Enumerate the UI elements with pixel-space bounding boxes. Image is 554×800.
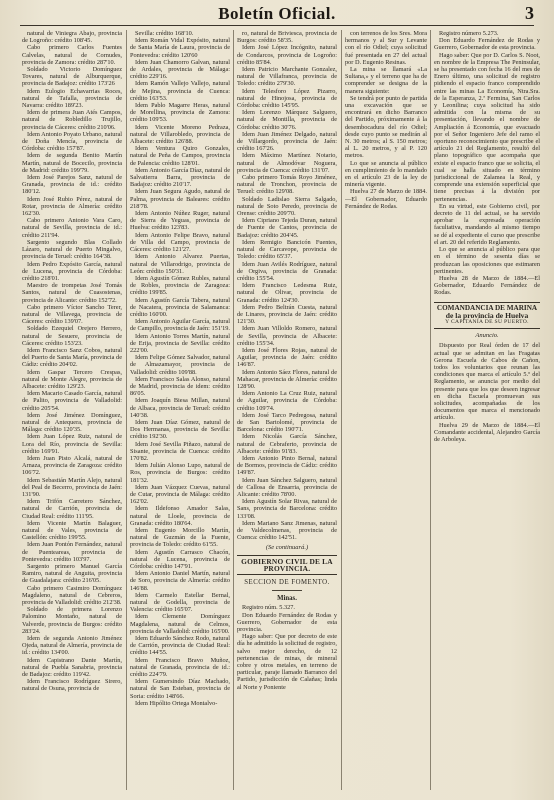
paragraph: Sevilla: crédito 168'10.: [135, 30, 194, 37]
paragraph: Idem Juan Díaz Gómez, natural de Dos Hermanas, provincia de Sevilla: crédito 192'30.: [130, 418, 230, 441]
paragraph: Idem Gumersindo Díaz Machado, natural de San Esteban, provincia de Soria: crédito 148'66.: [130, 678, 230, 700]
paragraph: Soldado de primera Lorenzo Palomino Montaño, natural de Valverde, provincia de Burgos: crédito 283'24.: [22, 606, 122, 635]
paragraph: Idem Ildefonso Amador Salas, natural de Lloele, provincia de Granada: crédito 180'64.: [130, 505, 230, 527]
column-3-entries: [237, 30, 337, 541]
paragraph: Idem Trifón Carretero Sánchez, natural de Carrión, provincia de Ciudad Real: crédito 111'95.: [22, 498, 122, 520]
paragraph: Idem Juan Jiménez Delgado, natural de Villargordo, provincia de Jaén: crédito 167'26.: [237, 130, 337, 153]
paragraph: Idem Antonio Núñez Ruger, natural de Sierra de Yeguas, provincia de Huelva: crédito 123'83.: [130, 210, 230, 232]
paragraph: Registro núm. 5.327.: [242, 604, 295, 612]
paragraph: Idem Vicente Moreno Pedraza, natural de Villarobledo, provincia de Albacete: crédito 126'88.: [130, 123, 230, 146]
page-number: 3: [525, 3, 534, 23]
paragraph: Idem Julián Alonso Lupo, natural de Ros, provincia de Burgos: crédito 181'32.: [130, 462, 230, 484]
seccion-fomento-heading: SECCION DE FOMENTO.: [244, 579, 330, 587]
comandancia-heading: [434, 302, 540, 330]
paragraph: Lo que se anuncia al público para que en el término de sesenta días se produzcan las oposiciones que estimaren pertinentes.: [434, 246, 540, 275]
paragraph: Idem Juan Chamorro Galvan, natural de Ardales, provincia de Málaga: crédito 229'16.: [130, 58, 230, 81]
paragraph: Idem Nicolás García Sánchez, natural de Cebraferto, provincia de Albacete: crédito 91'83.: [237, 433, 337, 455]
column-2: [130, 30, 230, 707]
anuncio-text: [434, 342, 540, 443]
minas-heading: Minas.: [277, 595, 297, 603]
paragraph: Idem Juan Pisto Alcalá, natural de Arnaza, provincia de Zaragoza: crédito 106'72.: [22, 454, 122, 477]
paragraph: Sargento primero Manuel García Ramiro, natural de Anguita, provincia de Guadalajara: crédito 216'05.: [22, 563, 122, 585]
paragraph: Idem Juan Avilés Rodríguez, natural de Orgiva, provincia de Granada: crédito 155'54.: [237, 260, 337, 282]
paragraph: Hago saber: Que por decreto de este día he admitido la solicitud de registro, salvo mejor derecho, de 12 pertenencias de minas, de mineral cobre y otros metales, en terreno de particular, paraje llamado Barranco del Partido, jurisdicción de Calañas; linda al Norte y Poniente: [237, 633, 337, 691]
paragraph: Idem Carmelo Estellar Bernal, natural de Godella, provincia de Valencia: crédito 165'07.: [130, 591, 230, 614]
paragraph: Idem Clemente Domínguez Magdalena, natural de Celmos, provincia de Valladolid: crédito 165'00.: [130, 613, 230, 635]
anuncio-heading: Anuncio.: [475, 332, 499, 340]
paragraph: Idem Antonio Aguilar García, natural de Campillo, provincia de Jaén: 151'19.: [130, 318, 230, 333]
paragraph: Idem Capistrano Dante Martín, natural de Puebla Sanabria, provincia de Badajoz: crédito 119'42.: [22, 656, 122, 679]
paragraph: Idem Juan Segura Agudo, natural de Palma, provincia de Baleares: crédito 218'78.: [130, 188, 230, 210]
paragraph: Idem Felipe Gómez Salvador, natural de Almazamayor, provincia de Valladolid: crédito 109'88.: [130, 354, 230, 376]
paragraph: Idem de segunda Antonio Jiménez Ojeda, natural de Almería, provincia de id.: crédito 134'00.: [22, 635, 122, 657]
paragraph: Idem Agustín García Tabera, natural de Nacatera, provincia de Salamanca: crédito 160'00.: [130, 296, 230, 318]
paragraph: Idem Eduardo Sánchez Rodo, natural de Carrión, provincia de Ciudad Real: crédito 144'55.: [130, 635, 230, 657]
paragraph: Idem Pedro Expósito García, natural de Lucena, provincia de Córdoba: crédito 218'01.: [22, 260, 122, 282]
column-5: [434, 30, 540, 443]
paragraph: Idem Juan Vázquez Cuevas, natural de Cutar, provincia de Málaga: crédito 162'02.: [130, 483, 230, 506]
notice-registro-5273: [434, 30, 540, 297]
paragraph: Registro número 5.273.: [439, 30, 499, 37]
paragraph: Dispuesto por Real órden de 17 del actual que se admitan en las Fragatas Gerona Escuela de Cabos de Cañon, todos los voluntarios que reunan las condiciones que marca el artículo 5.º del Reglamento, se anuncia por medio del presente para que los que deseen ingresar en dicha Escuela promuevan sus solicitudes, acompañadas de los documentos que marca el mencionado artículo.: [434, 342, 540, 422]
paragraph: Idem Patricio Marchante Gonzalez, natural de Villafranca, provincia de Toledo: crédito 279'30.: [237, 66, 337, 88]
paragraph: Idem Francisco Rodríguez Sirero, natural de Osuna, provincia de: [22, 678, 122, 693]
paragraph: Idem Román Vidal Expósito, natural de Santa María de Laura, provincia de Pontevedra: crédito 120'60: [130, 37, 230, 59]
paragraph: Idem Juan López Ruiz, natural de Lora del Río, provincia de Sevilla: crédito 169'91.: [22, 433, 122, 455]
paragraph: Idem Agustín Solar Rivas, natural de Sans, provincia de Barcelona: crédito 133'08.: [237, 498, 337, 520]
paragraph: Idem Sebastián Martín Alejo, natural del Peal de Becerro, provincia de Jaén: 131'90.: [22, 476, 122, 498]
paragraph: Idem José Parejos Sanz, natural de Granada, provincia de id.: crédito 180'12.: [22, 174, 122, 196]
paragraph: Cabo primero Víctor Sancho Terer, natural de Villavega, provincia de Cáceres: crédito 139'07.: [22, 303, 122, 326]
paragraph: Idem Mariano Sanz Jimenas, natural de Valdecolmenas, provincia de Cuenca: crédito 142'51.: [237, 519, 337, 542]
column-divider: [126, 30, 127, 790]
paragraph: Idem Antonio Sáez Flores, natural de Mahacar, provincia de Almería: crédito 128'90.: [237, 368, 337, 390]
paragraph: Idem Antonio Torres Martín, natural de Erija, provincia de Sevilla: crédito 222'00.: [130, 332, 230, 354]
paragraph: Idem José Rubio Pérez, natural de Rotar, provincia de Almería: crédito 162'30.: [22, 195, 122, 218]
paragraph: Idem José Sevilla Piñazo, natural de Sisante, provincia de Cuenca: crédito 170'82.: [130, 440, 230, 462]
paragraph: Huelva 27 de Marzo de 1884.—El Gobernador, Eduardo Fernández de Rodas.: [345, 188, 427, 210]
paragraph: Soldado Victorio Domínguez Tovares, natural de Alburquerque, provincia de Badajoz: crédito 173'26: [22, 66, 122, 88]
paragraph: Cabo primero Antonio Vara Caro, natural de Sevilla, provincia de id.: crédito 211'94.: [22, 217, 122, 239]
paragraph: Idem Eulogio Echavarrias Roces, natural de Tafalla, provincia de Navarra: crédito 189'23.: [22, 87, 122, 110]
paragraph: Sargento segundo Blas Collado Lázaro, natural de Puerto Mingalvo, provincia de Teruel: crédito 164'38.: [22, 238, 122, 261]
paragraph: Idem Juan Villoldo Romero, natural de Sevilla, provincia de Albacete: crédito 155'34.: [237, 325, 337, 347]
paragraph: Idem Francisco Ledesma Ruiz, natural de Olivar, provincia de Granada: crédito 124'30.: [237, 282, 337, 304]
paragraph: Idem Macario Casado García, natural de Palito, provincia de Valladolid: crédito 205'54.: [22, 390, 122, 412]
paragraph: Soldado Ladislao Sierra Salgado, natural de Soto Peredo, provincia de Orense: crédito 209'70.: [237, 195, 337, 218]
comandancia-line-1: COMANDANCIA DE MARINA: [436, 303, 538, 312]
paragraph: Idem Joaquín Biesa Millan, natural de Albaca, provincia de Teruel: crédito 140'38.: [130, 397, 230, 419]
paragraph: Idem Máximo Martínez Notario, natural de Almodóvar Noguera, provincia de Cuenca: crédito 131'07.: [237, 152, 337, 174]
paragraph: Idem Vicente Martín Balaguer, natural de Vales, provincia de Castellón: crédito 199'55.: [22, 519, 122, 542]
paragraph: Idem Francisco Sanz Cobos, natural del Puerto de Santa María, provincia de Cádiz: crédito 204'02.: [22, 346, 122, 369]
paragraph: Idem Ventura Quiro Gonzales, natural de Peña de Campos, provincia de Palencia: crédito 128'01.: [130, 145, 230, 167]
paragraph: Idem Antonio Alvarez Puertas, natural de Villarodrigo, provincia de León: crédito 150'31.: [130, 253, 230, 275]
paragraph: Cabo primero Carlos Fuentes Calvelas, natural de Cornudes, provincia de Zamora: crédito 287'10.: [22, 44, 122, 66]
minas-notice: [237, 604, 337, 690]
continued-note: (Se continuará.): [265, 544, 309, 552]
paragraph: Idem Antonio Felipe Bravo, natural de Villa del Campo, provincia de Cáceres: crédito 121'27.: [130, 231, 230, 254]
paragraph: Idem Antonio Poyato Urbano, natural de Doña Mencía, provincia de Córdoba: crédito 157'87.: [22, 130, 122, 153]
paragraph: Huelva 29 de Marzo de 1884.—El Comandante accidental, Alejandro García de Arboleya.: [434, 421, 540, 443]
paragraph: Idem Telesforo López Pizarro, natural de Hinojosa, provincia de Córdoba: crédito 145'95.: [237, 87, 337, 110]
paragraph: Idem José López Incógnito, natural de Condarcos, provincia de Logroño: crédito 85'84.: [237, 44, 337, 66]
paragraph: Idem José Flores Rojas, natural de Aguilar, provincia de Jaén: crédito 146'87.: [237, 346, 337, 369]
paragraph: Idem Pablo Magarre Heras, natural de Morellina, provincia de Zamora: crédito 109'53.: [130, 102, 230, 124]
paragraph: natural de Viniegra Abajo, provincia de Logroño: crédito 108'45.: [22, 30, 122, 45]
paragraph: La mina se llamará «La Sultana,» y el terreno que ha de comprender se designa de la manera siguiente:: [345, 66, 427, 95]
paragraph: Soldado Ezequiel Orejero Herrero, natural de Sesuere, provincia de Cáceres: crédito 153'23.: [22, 325, 122, 347]
comandancia-line-3: Y CAPITANÍA DE SU PUERTO.: [445, 318, 529, 325]
page-header: [20, 0, 534, 26]
paragraph: Idem Juan Sánchez Salguero, natural de Callosa de Ensarria, provincia de Alicante: crédito 78'00.: [237, 476, 337, 498]
paragraph: Don Eduardo Fernández de Rodas y Guerrero, Gobernador de esta provincia.: [434, 37, 540, 52]
paragraph: Idem Ramón Vallejo Vallejo, natural de Mejina, provincia de Cuenca: crédito 163'53.: [130, 80, 230, 102]
paragraph: Idem Juan Pontón Fernández, natural de Puenteareas, provincia de Pontevedra: crédito 103'97.: [22, 541, 122, 563]
paragraph: Idem José Jiménez Domínguez, natural de Antequera, provincia de Málaga: crédito 120'35.: [22, 411, 122, 434]
gobierno-civil-heading: GOBIERNO CIVIL DE LA PROVINCIA.: [237, 555, 337, 575]
column-divider: [341, 30, 342, 790]
paragraph: Idem de primera Juan Atés Campos, natural de Robledillo Trujillo, provincia de Cáceres: crédito 210'06.: [22, 109, 122, 131]
paragraph: Maestro de trompetas José Tomás Santos, natural de Cuasostenas, provincia de Alicante: crédito 152'72.: [22, 282, 122, 304]
paragraph: Idem Pedro Beltrán Cuesta, natural de Linares, provincia de Jaén: crédito 121'30.: [237, 303, 337, 326]
paragraph: Cabo primero Casimiro Domínguez Magdaleno, natural de Cebreros, provincia de Valladolid: crédito 212'38.: [22, 584, 122, 607]
column-4: [345, 30, 427, 210]
paragraph: Idem Hipólito Ortega Montalvo-: [135, 699, 218, 707]
paragraph: Idem Antonio La Cruz Ruiz, natural de Aguilar, provincia de Córdoba: crédito 109'74.: [237, 390, 337, 412]
comandancia-line-2: de la provincia de Huelva: [445, 310, 529, 320]
paragraph: Idem Cipriano Tejeda Duran, natural de Fuente de Cantos, provincia de Badajoz: crédito 204'45.: [237, 217, 337, 239]
paragraph: Don Eduardo Fernández de Rodas y Guerrero, Gobernador de esta provincia.: [237, 611, 337, 634]
paragraph: Lo que se anuncia al público en cumplimiento de lo mandado en el artículo 23 de la ley de minería vigente.: [345, 159, 427, 189]
paragraph: Cabo primero Tomás Royo Jiménez, natural de Tronchon, provincia de Teruel: crédito 129'08.: [237, 174, 337, 196]
column-3: [237, 30, 337, 691]
paragraph: Huelva 28 de Marzo de 1884.—El Gobernador, Eduardo Fernández de Rodas.: [434, 274, 540, 297]
column-1: [22, 30, 122, 693]
paragraph: Idem Eugenio Morcillo Martín, natural de Guzmán de la Fuente, provincia de Toledo: crédito 61'55.: [130, 527, 230, 549]
header-rule: [20, 25, 534, 26]
paragraph: Idem Agustín Carrasco Chacón, natural de Lucena, provincia de Córdoba: crédito 147'91.: [130, 548, 230, 571]
paragraph: Idem Agustín Gómez Rubles, natural de Robles, provincia de Zaragoza: crédito 199'85.: [130, 274, 230, 297]
paragraph: Idem Francisco Salas Alonso, natural de Madrid, provincia de idem: crédito 86'05.: [130, 375, 230, 398]
paragraph: Idem Francisco Bravo Muñoz, natural de Granada, provincia de id.: crédito 224'79.: [130, 656, 230, 679]
paragraph: Idem Gaspar Tercero Crespas, natural de Monte Alegre, provincia de Albacete: crédito 129'23.: [22, 368, 122, 390]
paragraph: Idem Antonio Pinto Bernal, natural de Bormos, provincia de Cádiz: crédito 149'87.: [237, 454, 337, 477]
paragraph: Idem Antonio García Díaz, natural de Salvatierra Barra, provincia de Badajoz: crédito 210'17.: [130, 166, 230, 189]
paragraph: Idem Lorenzo Márquez Salguero, natural de Montilla, provincia de Córdoba: crédito 30'76.: [237, 109, 337, 131]
paragraph: Idem Antonio Daniel Martín, natural de Soro, provincia de Almería: crédito 146'88.: [130, 570, 230, 592]
paragraph: ro, natural de Briviesca, provincia de Burgos: crédito 58'35.: [237, 30, 337, 45]
notice-la-sultana: [345, 30, 427, 210]
paragraph: Hago saber: Que por D. Carlos S. Noot, en nombre de la Empresa The Peninsular, se ha presentado con fecha 16 del mes de Enero último, una solicitud de registro pidiendo el espacio franco comprendido entre las minas La Economía, Ntra.Sra. de la Esperanza, 2.ª Fermina, San Carlos y Leonilina; cuya solicitud ha sido admitida con la misma de su presentación, llevando el nombre de Ampliación á Economía, que evacuado por el Señor Ingeniero Jefe del ramo el oportuno reconocimiento que prescribe el artículo 21 del Reglamento, resultó del plano topográfico que acompaña que existe el espacio franco que se solicita, el cual se halla situado en término jurisdiccional de Zalamea la Real, y comprende una extensión superficial que tiene precisas á la división por pertenencias.: [434, 51, 540, 203]
page-title: Boletín Oficial.: [218, 4, 336, 23]
section-rule: [272, 590, 302, 591]
paragraph: Idem Remigio Bancicón Fuentes, natural de Carcavope, provincia de Toledo: crédito 65'37.: [237, 238, 337, 261]
paragraph: con terrenos de los Sres. Mora hermanos y al Sur y Levante con el río Odiel; cuya solicitud fué presentada en 27 del actual por D. Eugenio Resinas.: [345, 30, 427, 66]
paragraph: Idem José Tarco Pedregosa, natural de San Bartolomé, provincia de Barcelona: crédito 190'71.: [237, 411, 337, 434]
paragraph: Se tendrá por punto de partida una excavación que se encontrará en dicho Barranco del Partido, próximamente á la desembocadura del río Odiel; desde cuyo punto se medirán al N. 30 metros; al S. 150 metros; al L. 20 metros, y al P. 120 metros.: [345, 94, 427, 160]
paragraph: Idem de segunda Benito Martín Martín, natural de Bocecilo, provincia de Madrid: crédito 199'79.: [22, 152, 122, 174]
paragraph: En su virtud, este Gobierno civil, por decreto de 11 del actual, se ha servido aprobar la expresada operación facultativa, mandando al mismo tiempo se dé al expediente el curso que prescribe el art. 20 del referido Reglamento.: [434, 202, 540, 246]
column-divider: [430, 30, 431, 790]
column-divider: [233, 30, 234, 790]
